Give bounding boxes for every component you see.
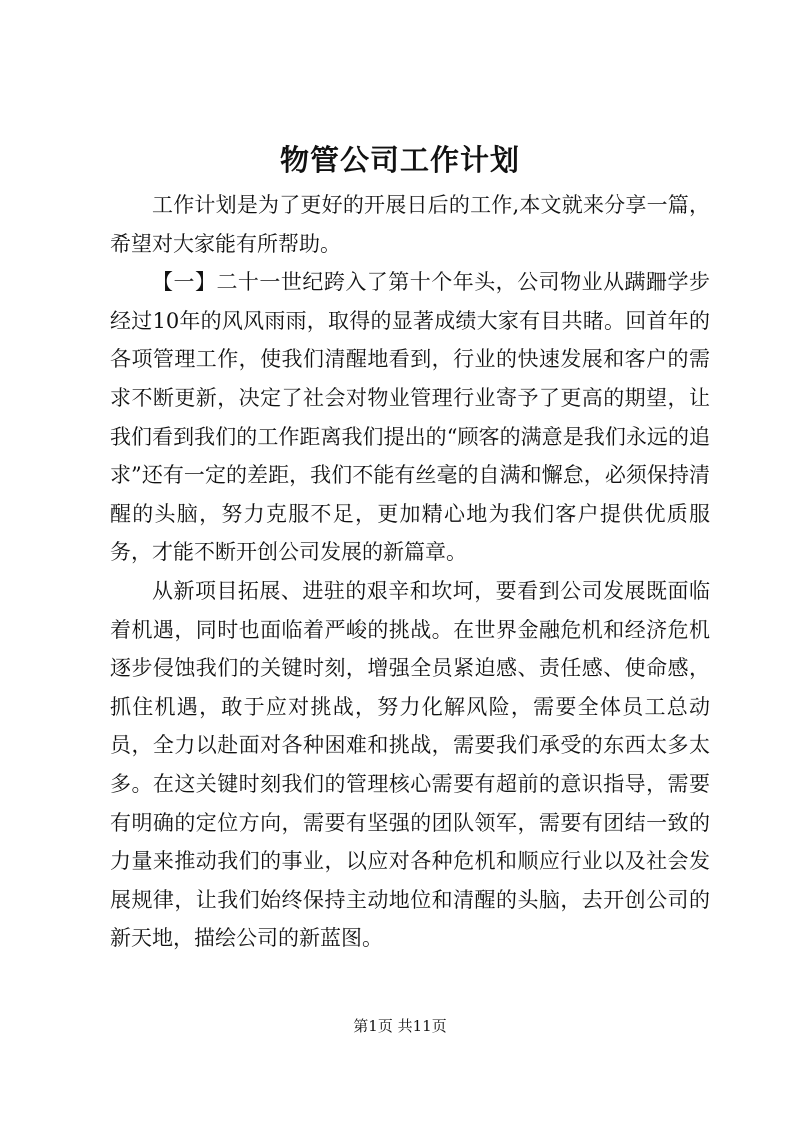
challenges-paragraph: 从新项目拓展、进驻的艰辛和坎坷，要看到公司发展既面临着机遇，同时也面临着严峻的挑战。在世界金融危机和经济危机逐步侵蚀我们的关键时刻，增强全员紧迫感、责任感、使命感，抓住机遇，敢于应对挑战，努力化解风险，需要全体员工总动员，全力以赴面对各种困难和挑战，需要我们承受的东西太多太多。在这关键时刻我们的管理核心需要有超前的意识指导，需要有明确的定位方向，需要有坚强的团队领军，需要有团结一致的力量来推动我们的事业，以应对各种危机和顺应行业以及社会发展规律，让我们始终保持主动地位和清醒的头脑，去开创公司的新天地，描绘公司的新蓝图。 [110,578,710,951]
page-title: 物管公司工作计划 [279,143,520,177]
document-body [110,186,710,958]
section-one-paragraph: 【一】二十一世纪跨入了第十个年头，公司物业从蹒跚学步经过10年的风风雨雨，取得的显著成绩大家有目共睹。回首年的各项管理工作，使我们清醒地看到，行业的快速发展和客户的需求不断更新，决定了社会对物业管理行业寄予了更高的期望，让我们看到我们的工作距离我们提出的“顾客的满意是我们永远的追求”还有一定的差距，我们不能有丝毫的自满和懈怠，必须保持清醒的头脑，努力克服不足，更加精心地为我们客户提供优质服务，才能不断开创公司发展的新篇章。 [110,270,710,565]
page-number-footer: 第1页 共11页 [353,1017,447,1035]
intro-paragraph: 工作计划是为了更好的开展日后的工作,本文就来分享一篇，希望对大家能有所帮助。 [110,193,710,256]
